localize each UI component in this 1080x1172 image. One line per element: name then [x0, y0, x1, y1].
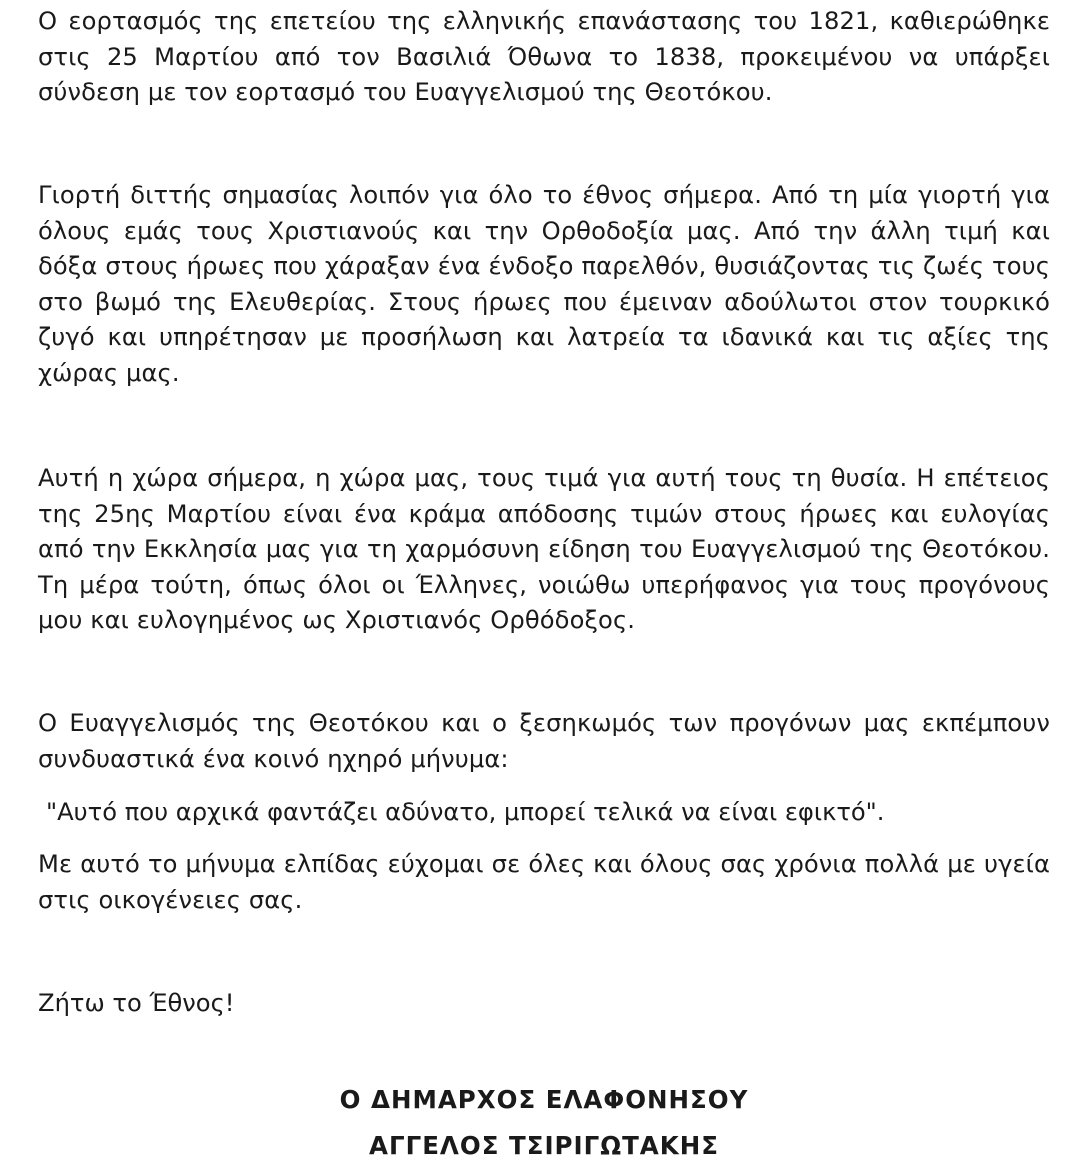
paragraph-history: Ο εορτασμός της επετείου της ελληνικής επανάστασης του 1821, καθιερώθηκε στις 25 Μαρτίου από τον Βασιλιά Όθωνα το 1838, προκειμένου να υπάρξει σύνδεση με τον εορτασμό του Ευαγγελισμού της Θεοτόκου.: [38, 7, 1050, 107]
closing-line: Ζήτω το Έθνος!: [38, 989, 235, 1017]
quote-text: "Αυτό που αρχικά φαντάζει αδύνατο, μπορεί τελικά να είναι εφικτό".: [46, 798, 885, 826]
paragraph-double-meaning: Γιορτή διττής σημασίας λοιπόν για όλο το έθνος σήμερα. Από τη μία γιορτή για όλους εμάς τους Χριστιανούς και την Ορθοδοξία μας. Από την άλλη τιμή και δόξα στους ήρωες που χάραξαν ένα ένδοξο παρελθόν, θυσιάζοντας τις ζωές τους στο βωμό της Ελευθερίας. Στους ήρωες που έμειναν αδούλωτοι στον τουρκικό ζυγό και υπηρέτησαν με προσήλωση και λατρεία τα ιδανικά και τις αξίες της χώρας μας.: [38, 181, 1050, 387]
paragraph-message-intro: Ο Ευαγγελισμός της Θεοτόκου και ο ξεσηκωμός των προγόνων μας εκπέμπουν συνδυαστικά ένα κοινό ηχηρό μήνυμα:: [38, 709, 1050, 773]
signature-name: ΑΓΓΕΛΟΣ ΤΣΙΡΙΓΩΤΑΚΗΣ: [369, 1131, 719, 1160]
paragraph-honour: Αυτή η χώρα σήμερα, η χώρα μας, τους τιμά για αυτή τους τη θυσία. Η επέτειος της 25ης Μαρτίου είναι ένα κράμα απόδοσης τιμών στους ήρωες και ευλογίας από την Εκκλησία μας για τη χαρμόσυνη είδηση του Ευαγγελισμού της Θεοτόκου. Τη μέρα τούτη, όπως όλοι οι Έλληνες, νοιώθω υπερήφανος για τους προγόνους μου και ευλογημένος ως Χριστιανός Ορθόδοξος.: [38, 464, 1050, 635]
paragraph-wishes: Με αυτό το μήνυμα ελπίδας εύχομαι σε όλες και όλους σας χρόνια πολλά με υγεία στις οικογένειες σας.: [38, 850, 1050, 914]
signature-title: Ο ΔΗΜΑΡΧΟΣ ΕΛΑΦΟΝΗΣΟΥ: [339, 1085, 749, 1114]
